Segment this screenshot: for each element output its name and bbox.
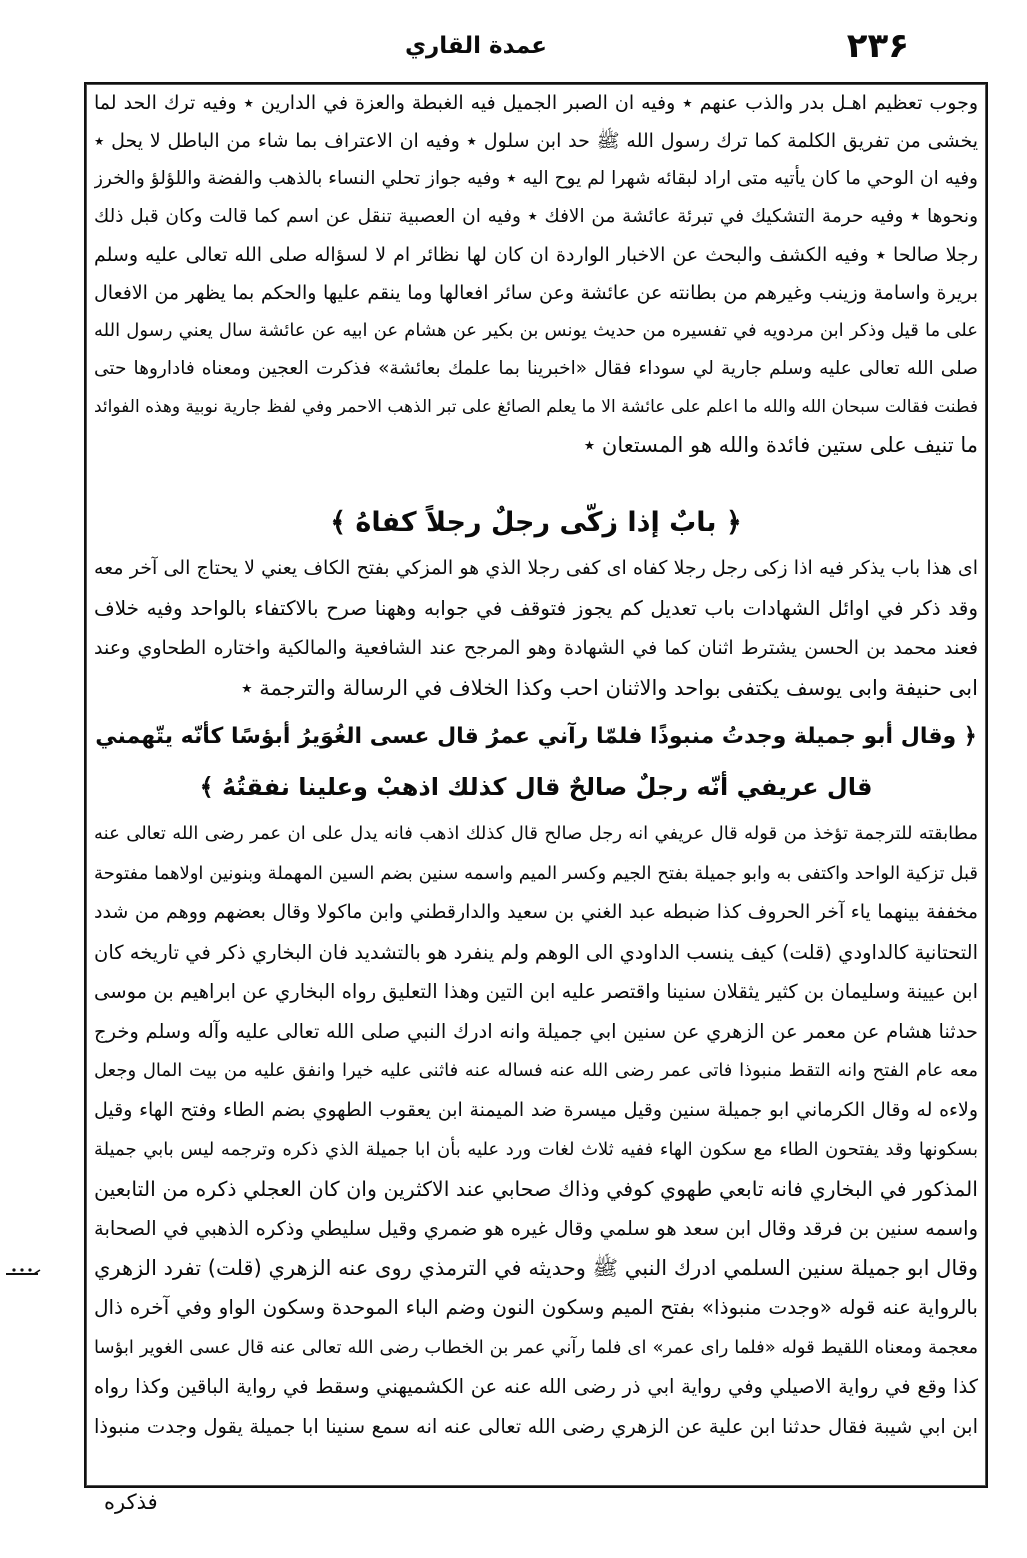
- text-line: صلى الله تعالى عليه وسلم جارية لي سوداء فقال «اخبرينا بما علمك بعائشة» فذكرت العجين ومعناه فاداروها حتى: [94, 358, 978, 379]
- text-line: وجوب تعظيم اهـل بدر والذب عنهم ٭ وفيه ان الصبر الجميل فيه الغبطة والعزة في الدارين ٭ وفيه ترك الحد لما: [94, 92, 978, 114]
- chapter-heading: [94, 502, 978, 544]
- text-line: فطنت فقالت سبحان الله والله ما اعلم على عائشة الا ما يعلم الصائغ على تبر الذهب الاحمر وفي لفظ جارية نوبية وهذه الفوائد: [94, 397, 978, 417]
- page-number: ۲۳۶: [846, 26, 909, 66]
- catchword: فذكره: [104, 1490, 158, 1514]
- chapter-explanation: [94, 548, 978, 708]
- text-line: يخشى من تفريق الكلمة كما ترك رسول الله ﷺ حد ابن سلول ٭ وفيه ان الاعتراف بما شاء من الباطل لا يحل ٭: [94, 130, 978, 152]
- chapter-title: ﴿ بابٌ إذا زكّى رجلٌ رجلاً كفاهُ ﴾: [330, 507, 742, 538]
- text-line: ابن عيينة وسليمان بن كثير يثقلان سنينا واقتصر عليه ابن التين وهذا التعليق رواه البخاري عن ابراهيم بن موسى: [94, 980, 978, 1003]
- text-line: معجمة ومعناه اللقيط قوله «فلما راى عمر» اى فلما رآني عمر بن الخطاب رضى الله تعالى عنه قال عسى الغوير ابؤسا: [94, 1336, 978, 1358]
- text-line: ما تنيف على ستين فائدة والله هو المستعان ٭: [583, 433, 978, 457]
- text-line: وفيه ان الوحي ما كان يأتيه متى اراد لبقائه شهرا لم يوح اليه ٭ وفيه جواز تحلي النساء بالذهب والفضة واللؤلؤ والخرز: [94, 168, 978, 189]
- text-line: ابى حنيفة وابى يوسف يكتفى بواحد والاثنان احب وكذا الخلاف في الرسالة والترجمة ٭: [241, 676, 978, 700]
- text-line: ونحوها ٭ وفيه حرمة التشكيك في تبرئة عائشة من الافك ٭ وفيه ان العصبية تنقل عن اسم كما قالت وكان قبل ذلك: [94, 206, 978, 227]
- margin-mark-icon: [4, 1266, 42, 1280]
- hadith-line: قال عريفي أنّه رجلٌ صالحٌ قال كذلك اذهبْ وعلينا نفقتُهُ ﴾: [199, 773, 873, 801]
- text-line: رجلا صالحا ٭ وفيه الكشف والبحث عن الاخبار الواردة ان كان لها نظائر ام لا لسؤاله صلى الله تعالى عليه وسلم: [94, 244, 978, 266]
- text-line: حدثنا هشام عن معمر عن الزهري عن سنين ابي جميلة وانه ادرك النبي صلى الله تعالى عليه وآله وسلم وخرج: [94, 1019, 978, 1043]
- text-line: بسكونها وقد يفتحون الطاء مع سكون الهاء ففيه ثلاث لغات ورد عليه بأن ابا جميلة الذي ذكره وترجمه ليس بابي جميلة: [94, 1139, 978, 1160]
- running-title: عمدة القاري: [404, 33, 548, 59]
- text-line: كذا وقع في رواية الاصيلي وفي رواية ابي ذر رضى الله عنه عن الكشميهني وسقط في رواية الباقين وكذا رواه: [94, 1375, 978, 1398]
- text-line: قبل تزكية الواحد واكتفى به وابو جميلة بفتح الجيم وكسر الميم واسمه سنين بضم السين المهملة وبنونين اولاهما مفتوحة: [94, 862, 978, 884]
- text-line: بالرواية عنه قوله «وجدت منبوذا» بفتح الميم وسكون النون وضم الباء الموحدة وسكون الواو وفي آخره ذال: [94, 1295, 978, 1319]
- benefits-passage: [94, 84, 978, 464]
- text-line: واسمه سنين بن فرقد وقال ابن سعد هو سلمي وقال غيره هو ضمري وقيل سليطي وذكره الذهبي في الصحابة: [94, 1217, 978, 1240]
- text-line: المذكور في البخاري فانه تابعي طهوي كوفي وذاك صحابي عند الاكثرين وان كان العجلي ذكره من التابعين: [94, 1176, 978, 1201]
- text-line: وقد ذكر في اوائل الشهادات باب تعديل كم يجوز فتوقف في جوابه وههنا صرح بالاكتفاء بالواحد وفيه خلاف: [94, 596, 978, 620]
- text-line: وقال ابو جميلة سنين السلمي ادرك النبي ﷺ وحديثه في الترمذي روى عنه الزهري (قلت) تفرد الزهري: [94, 1255, 978, 1280]
- text-line: مخففة بينهما ياء آخر الحروف كذا ضبطه عبد الغني بن سعيد والدارقطني وابن ماكولا وقال بعضهم ووهم من شدد: [94, 901, 978, 923]
- text-line: معه عام الفتح وانه التقط منبوذا فاتى عمر رضى الله عنه فساله عنه فاثنى عليه خيرا وانفق عليه من بيت المال وجعل: [94, 1060, 978, 1081]
- text-line: التحتانية كالداودي (قلت) كيف ينسب الداودي الى الوهم ولم ينفرد هو بالتشديد فان البخاري ذكر في تاريخه كان: [94, 940, 978, 964]
- text-line: ابن ابي شيبة فقال حدثنا ابن علية عن الزهري رضى الله تعالى عنه انه سمع سنينا ابا جميلة يقول وجدت منبوذا: [94, 1414, 978, 1438]
- hadith-text: [94, 712, 978, 812]
- hadith-line: ﴿ وقال أبو جميلة وجدتُ منبوذًا فلمّا رآني عمرُ قال عسى الغُوَيرُ أبؤسًا كأنّه يتّهمني: [95, 724, 977, 749]
- text-line: فعند محمد بن الحسن يشترط اثنان كما في الشهادة وهو المرجح عند الشافعية والمالكية واختاره الطحاوي وعند: [94, 637, 978, 659]
- text-line: مطابقته للترجمة تؤخذ من قوله قال عريفي انه رجل صالح قال كذلك اذهب فانه يدل على ان عمر رضى الله تعالى عنه: [94, 823, 978, 844]
- text-line: ولاءه له وقال الكرماني ابو جميلة سنين وقيل ميسرة ضد الميمنة ابن يعقوب الطهوي بضم الطاء وفتح الهاء وقيل: [94, 1098, 978, 1121]
- text-line: على ما قيل وذكر ابن مردويه في تفسيره من حديث يونس بن بكير عن هشام عن ابيه عن عائشة سال يعني رسول الله: [94, 320, 978, 341]
- hadith-commentary: [94, 814, 978, 1446]
- text-line: بريرة واسامة وزينب وغيرهم من بطانته عن عائشة وعن سائر افعالها وما ينقم عليها والحكم بما يظهر من الافعال: [94, 282, 978, 304]
- text-line: اى هذا باب يذكر فيه اذا زكى رجل رجلا كفاه اى كفى رجلا الذي هو المزكي بفتح الكاف يعني لا يحتاج الى آخر معه: [94, 557, 978, 579]
